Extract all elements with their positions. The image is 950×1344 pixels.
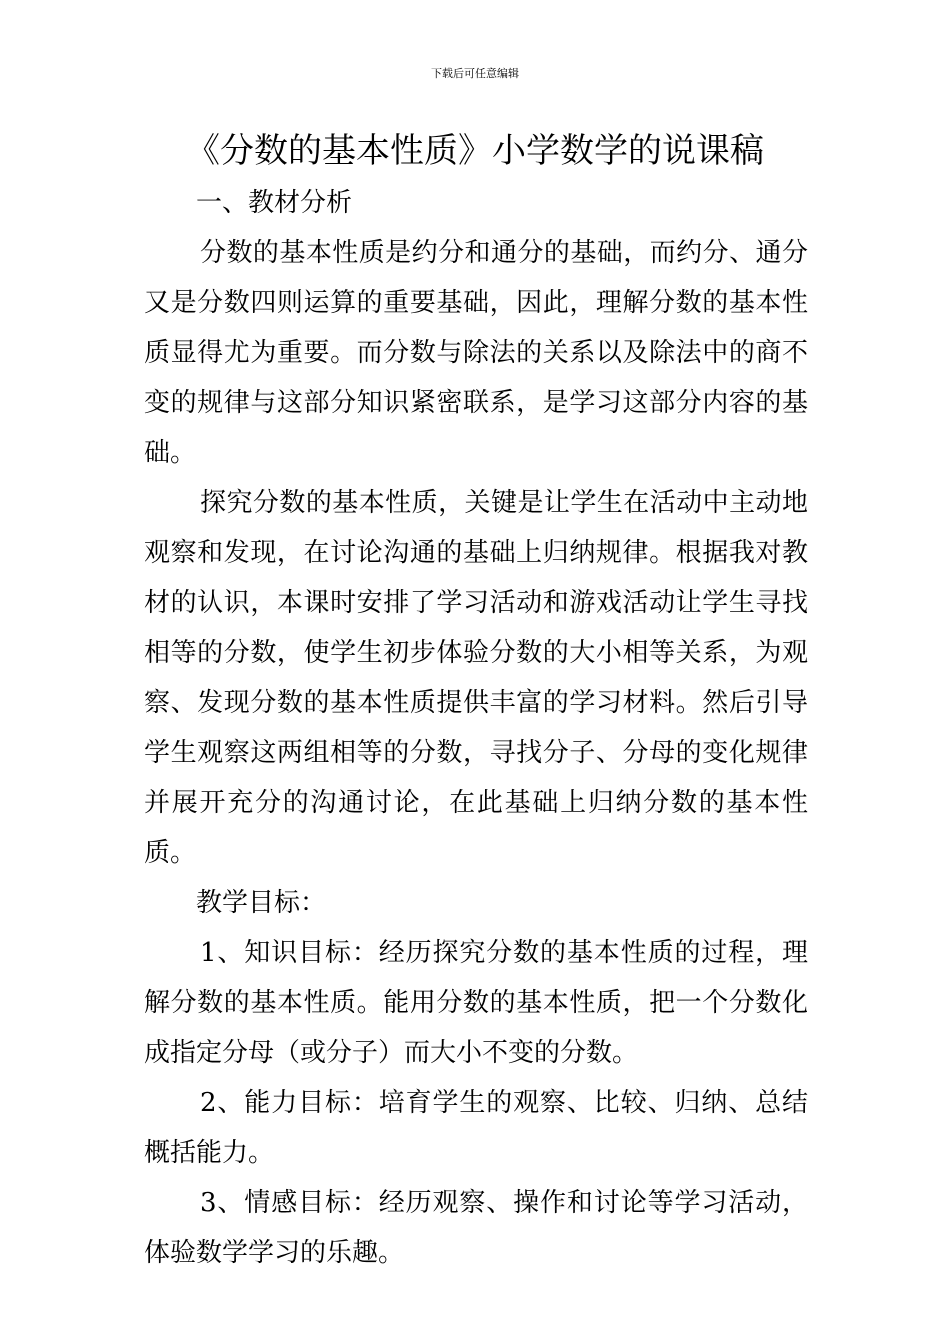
document-title: 《分数的基本性质》小学数学的说课稿 (186, 131, 764, 171)
objective-knowledge: 1、知识目标：经历探究分数的基本性质的过程，理解分数的基本性质。能用分数的基本性质，把一个分数化成指定分母（或分子）而大小不变的分数。 (144, 938, 808, 1068)
objective-ability: 2、能力目标：培育学生的观察、比较、归纳、总结概括能力。 (144, 1088, 808, 1168)
objective-emotion: 3、情感目标：经历观察、操作和讨论等学习活动，体验数学学习的乐趣。 (144, 1188, 808, 1268)
document-body (144, 178, 808, 1278)
objectives-heading: 教学目标： (196, 888, 327, 918)
section-heading: 一、教材分析 (196, 188, 353, 218)
paragraph-1: 分数的基本性质是约分和通分的基础，而约分、通分又是分数四则运算的重要基础，因此，理解分数的基本性质显得尤为重要。而分数与除法的关系以及除法中的商不变的规律与这部分知识紧密联系，是学习这部分内容的基础。 (144, 238, 808, 468)
paragraph-2: 探究分数的基本性质，关键是让学生在活动中主动地观察和发现，在讨论沟通的基础上归纳规律。根据我对教材的认识，本课时安排了学习活动和游戏活动让学生寻找相等的分数，使学生初步体验分数的大小相等关系，为观察、发现分数的基本性质提供丰富的学习材料。然后引导学生观察这两组相等的分数，寻找分子、分母的变化规律并展开充分的沟通讨论，在此基础上归纳分数的基本性质。 (144, 488, 808, 868)
header-note: 下载后可任意编辑 (431, 67, 519, 80)
